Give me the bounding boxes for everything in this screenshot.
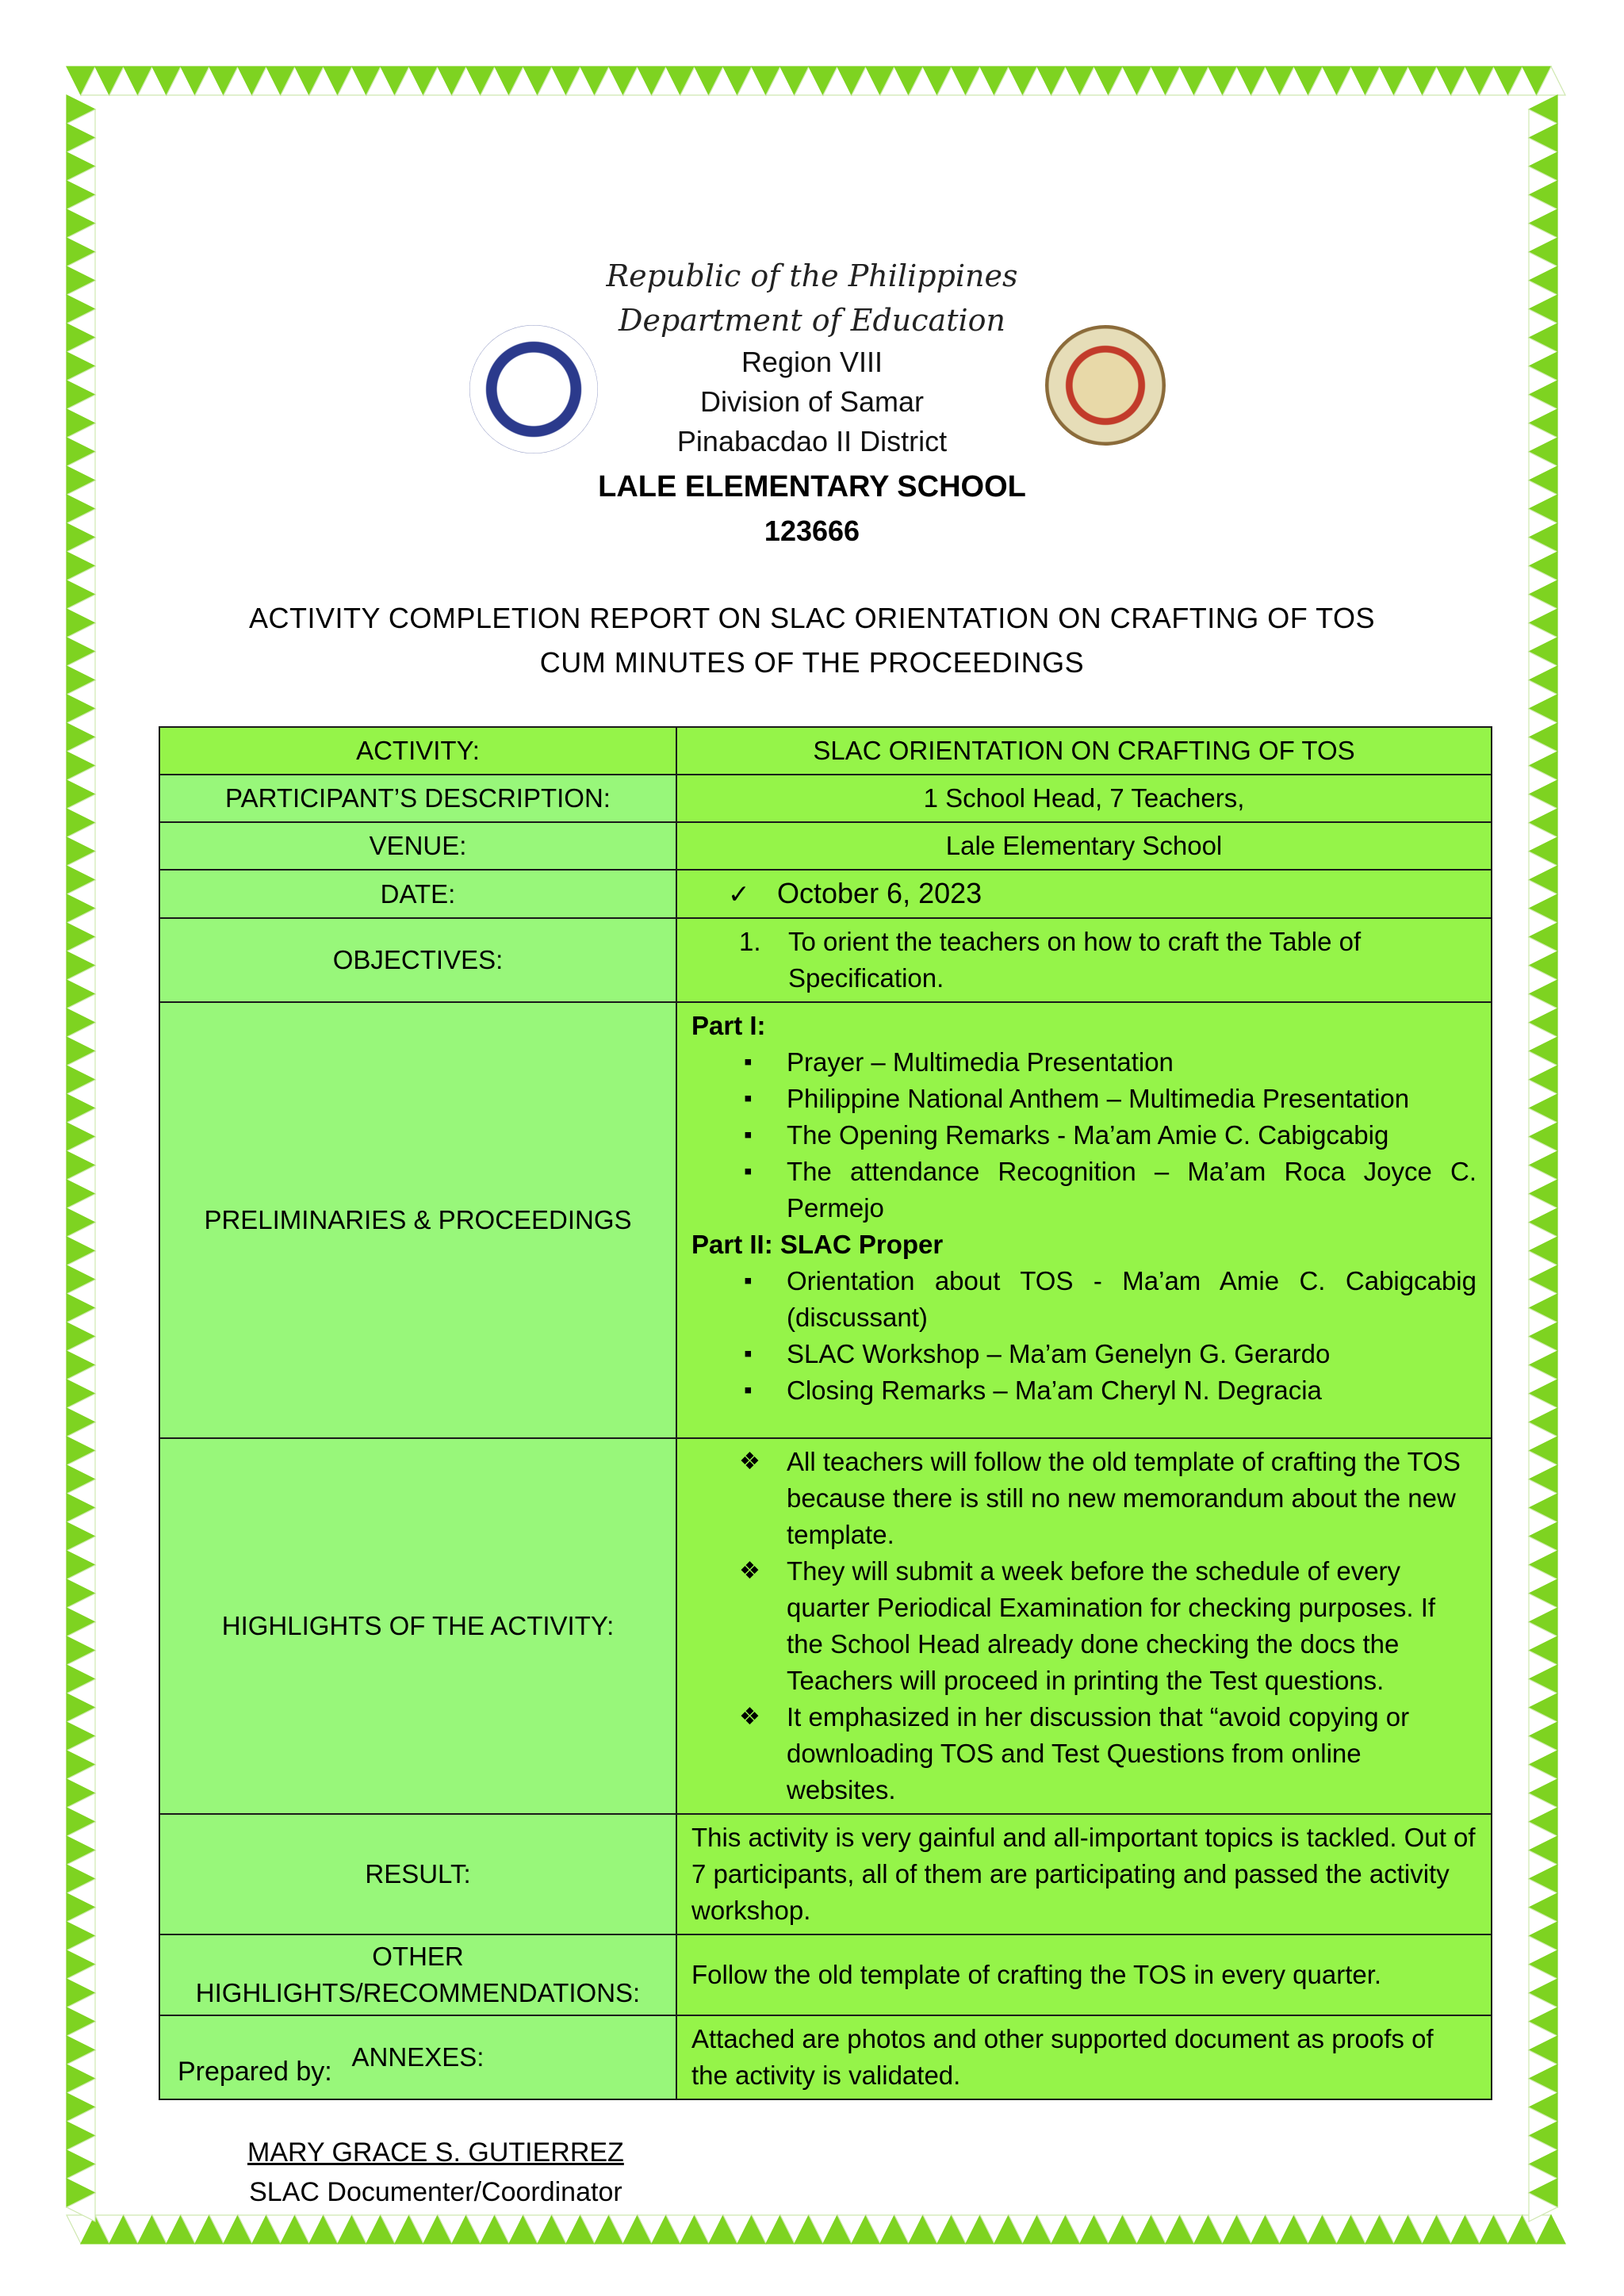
letterhead: [0, 254, 1624, 553]
part1-list: [691, 1044, 1477, 1226]
list-item: ▪ Philippine National Anthem – Multimedia Presentation: [739, 1081, 1477, 1117]
list-item: ▪ The Opening Remarks - Ma’am Amie C. Cabigcabig: [739, 1117, 1477, 1154]
date-value-cell: [676, 870, 1492, 918]
result-label: RESULT:: [159, 1814, 676, 1934]
other-label: OTHER HIGHLIGHTS/RECOMMENDATIONS:: [159, 1934, 676, 2015]
part2-list: [691, 1263, 1477, 1409]
activity-value: SLAC ORIENTATION ON CRAFTING OF TOS: [676, 727, 1492, 775]
proceedings-value-cell: [676, 1002, 1492, 1438]
objective-item: [691, 924, 1477, 997]
venue-value: Lale Elementary School: [676, 822, 1492, 870]
table-row-annexes: [159, 2015, 1492, 2099]
objective-text: To orient the teachers on how to craft the Table of Specification.: [788, 927, 1362, 993]
table-row-activity: [159, 727, 1492, 775]
table-row-participants: [159, 775, 1492, 822]
header-school-name: LALE ELEMENTARY SCHOOL: [598, 470, 1026, 503]
annexes-value: Attached are photos and other supported document as proofs of the activity is validated.: [676, 2015, 1492, 2099]
header-department: Department of Education: [619, 303, 1005, 338]
prepared-by-label: Prepared by:: [178, 2057, 332, 2087]
participants-label: PARTICIPANT’S DESCRIPTION:: [159, 775, 676, 822]
report-title-line2: CUM MINUTES OF THE PROCEEDINGS: [539, 646, 1085, 679]
header-republic: Republic of the Philippines: [606, 258, 1018, 293]
header-division: Division of Samar: [699, 385, 925, 418]
date-label: DATE:: [159, 870, 676, 918]
list-item: ❖ All teachers will follow the old template of crafting the TOS because there is still no new memorandum about the new template.: [739, 1444, 1477, 1553]
table-row-venue: [159, 822, 1492, 870]
signer-position: SLAC Documenter/Coordinator: [249, 2177, 622, 2207]
objective-number: 1.: [739, 927, 761, 956]
table-row-highlights: [159, 1438, 1492, 1814]
objectives-label: OBJECTIVES:: [159, 918, 676, 1002]
activity-label: ACTIVITY:: [159, 727, 676, 775]
header-district: Pinabacdao II District: [676, 425, 948, 457]
checkmark-icon: ✓: [728, 879, 750, 909]
table-row-other: [159, 1934, 1492, 2015]
header-school-id: 123666: [764, 515, 860, 547]
table-row-result: [159, 1814, 1492, 1934]
highlights-label: HIGHLIGHTS OF THE ACTIVITY:: [159, 1438, 676, 1814]
list-item: ▪ Closing Remarks – Ma’am Cheryl N. Degracia: [739, 1372, 1477, 1409]
part1-title: Part I:: [691, 1011, 766, 1040]
list-item: ❖ It emphasized in her discussion that “avoid copying or downloading TOS and Test Questions from online websites.: [739, 1699, 1477, 1808]
result-value: This activity is very gainful and all-important topics is tackled. Out of 7 participants, all of them are participating and passed the activity workshop.: [676, 1814, 1492, 1934]
list-item: ▪ Prayer – Multimedia Presentation: [739, 1044, 1477, 1081]
other-value: Follow the old template of crafting the TOS in every quarter.: [676, 1934, 1492, 2015]
signer-name: MARY GRACE S. GUTIERREZ: [247, 2137, 624, 2168]
highlights-list: [691, 1444, 1477, 1808]
header-region: Region VIII: [741, 346, 883, 378]
table-row-objectives: [159, 918, 1492, 1002]
highlights-value-cell: [676, 1438, 1492, 1814]
list-item: ▪ SLAC Workshop – Ma’am Genelyn G. Gerardo: [739, 1336, 1477, 1372]
report-title-line1: ACTIVITY COMPLETION REPORT ON SLAC ORIENTATION ON CRAFTING OF TOS: [248, 602, 1375, 634]
annexes-label: ANNEXES:: [159, 2015, 676, 2099]
list-item: ❖ They will submit a week before the schedule of every quarter Periodical Examination for checking purposes. If the School Head already done checking the docs the Teachers will proceed in printing the Test questions.: [739, 1553, 1477, 1699]
venue-label: VENUE:: [159, 822, 676, 870]
table-row-proceedings: [159, 1002, 1492, 1438]
list-item: ▪ The attendance Recognition – Ma’am Roca Joyce C. Permejo: [739, 1154, 1477, 1226]
signature-block: [247, 2133, 624, 2212]
date-value: October 6, 2023: [777, 877, 982, 909]
report-title: [0, 596, 1624, 685]
participants-value: 1 School Head, 7 Teachers,: [676, 775, 1492, 822]
table-row-date: [159, 870, 1492, 918]
proceedings-label: PRELIMINARIES & PROCEEDINGS: [159, 1002, 676, 1438]
objectives-value-cell: [676, 918, 1492, 1002]
part2-title: Part II: SLAC Proper: [691, 1230, 944, 1259]
list-item: ▪ Orientation about TOS - Ma’am Amie C. Cabigcabig (discussant): [739, 1263, 1477, 1336]
report-table: [159, 726, 1492, 2100]
